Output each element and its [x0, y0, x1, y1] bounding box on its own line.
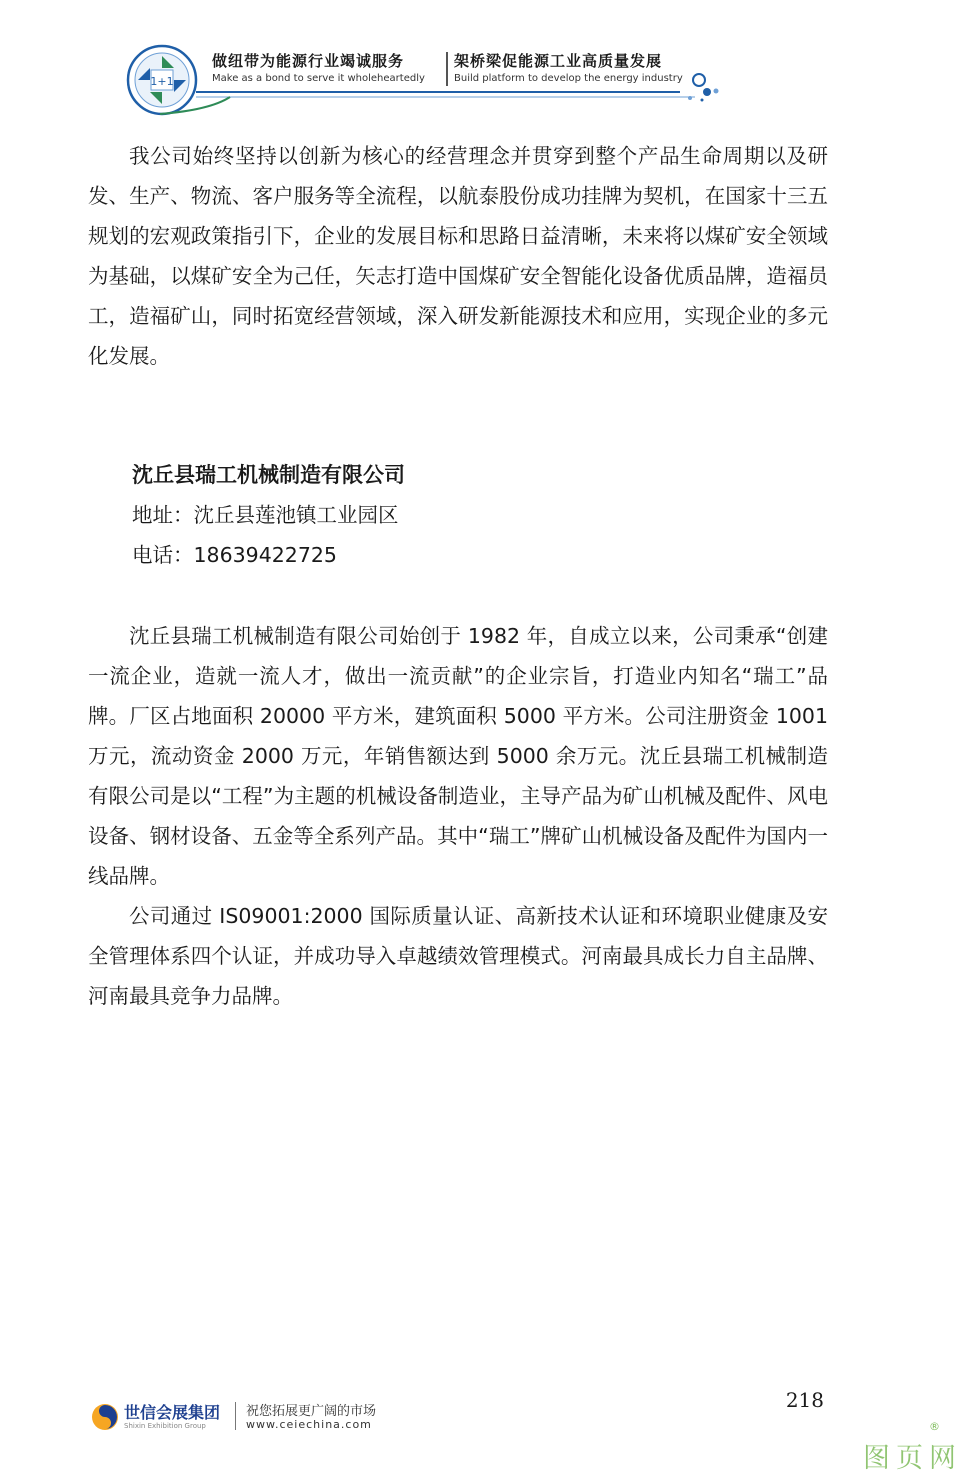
company-description — [88, 616, 828, 1016]
company-info — [132, 455, 405, 575]
footer-company-en: Shixin Exhibition Group — [124, 1422, 206, 1430]
watermark: 图页网 — [863, 1443, 962, 1474]
slogan-cn-left: 做纽带为能源行业竭诚服务 — [212, 52, 405, 70]
header-banner — [120, 40, 740, 120]
svg-text:1+1: 1+1 — [150, 75, 174, 88]
intro-paragraph: 我公司始终坚持以创新为核心的经营理念并贯穿到整个产品生命周期以及研发、生产、物流、客户服务等全流程，以航泰股份成功挂牌为契机，在国家十三五规划的宏观政策指引下，企业的发展目标和思路日益清晰，未来将以煤矿安全领域为基础，以煤矿安全为己任，矢志打造中国煤矿安全智能化设备优质品牌，造福员工，造福矿山，同时拓宽经营领域，深入研发新能源技术和应用，实现企业的多元化发展。 — [88, 144, 828, 368]
intro-section — [88, 136, 828, 376]
footer-divider — [235, 1402, 236, 1430]
footer-company-cn: 世信会展集团 — [124, 1403, 221, 1422]
slogan-divider — [446, 52, 448, 86]
footer — [90, 1398, 410, 1436]
description-paragraph-2: 公司通过 IS09001:2000 国际质量认证、高新技术认证和环境职业健康及安全管理体系四个认证，并成功导入卓越绩效管理模式。河南最具成长力自主品牌、河南最具竞争力品牌。 — [88, 904, 828, 1008]
page-number: 218 — [785, 1388, 824, 1412]
description-paragraph-1: 沈丘县瑞工机械制造有限公司始创于 1982 年，自成立以来，公司秉承“创建一流企业，造就一流人才，做出一流贡献”的企业宗旨，打造业内知名“瑞工”品牌。厂区占地面积 20000 平方米，建筑面积 5000 平方米。公司注册资金 1001 万元，流动资金 2000 万元，年销售额达到 5000 余万元。沈丘县瑞工机械制造有限公司是以“工程”为主题的机械设备制造业，主导产品为矿山机械及配件、风电设备、钢材设备、五金等全系列产品。其中“瑞工”牌矿山机械设备及配件为国内一线品牌。 — [88, 624, 828, 888]
slogan-en-left: Make as a bond to serve it wholeheartedly — [212, 73, 425, 84]
footer-slogan: 祝您拓展更广阔的市场 — [246, 1404, 377, 1419]
slogan-en-right: Build platform to develop the energy industry — [454, 73, 683, 84]
footer-logo-icon — [90, 1402, 120, 1432]
slogan-cn-right: 架桥梁促能源工业高质量发展 — [454, 52, 663, 70]
footer-url[interactable]: www.ceiechina.com — [246, 1418, 372, 1431]
company-name: 沈丘县瑞工机械制造有限公司 — [132, 463, 405, 487]
watermark-registered: ® — [929, 1420, 940, 1433]
company-phone: 电话：18639422725 — [132, 543, 337, 567]
company-address: 地址：沈丘县莲池镇工业园区 — [132, 503, 399, 527]
